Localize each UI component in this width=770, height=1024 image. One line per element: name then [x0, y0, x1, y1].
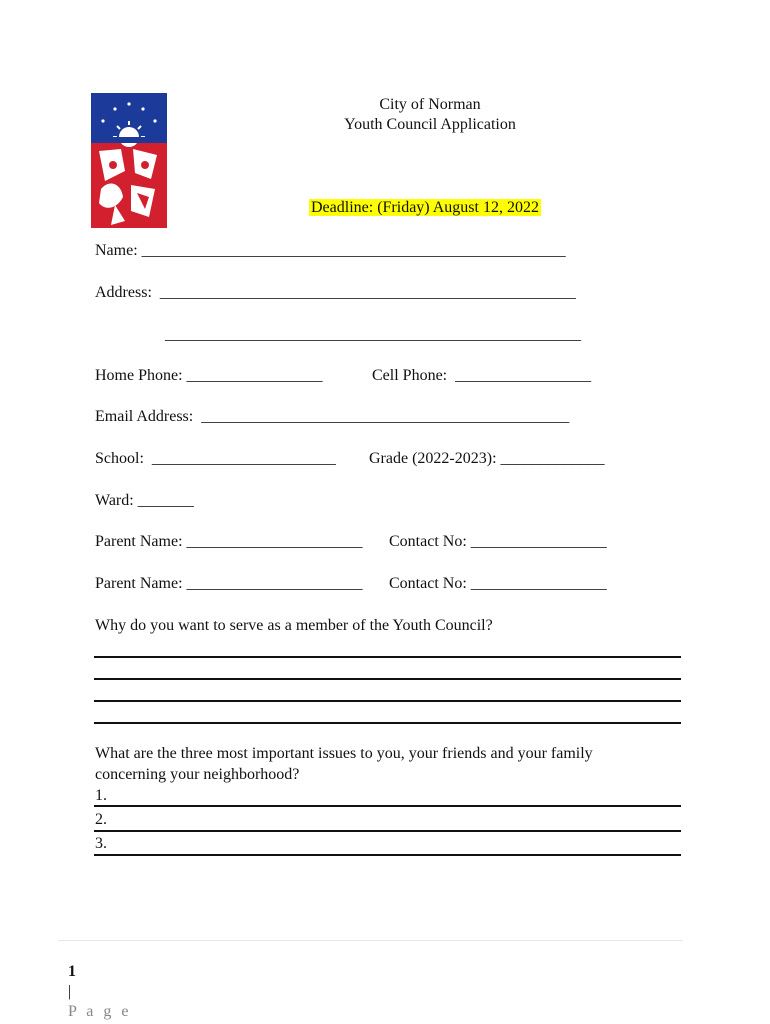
deadline-notice: [301, 178, 541, 218]
contact-no-field-1[interactable]: Contact No: _________________: [389, 533, 607, 550]
answer-line[interactable]: [94, 722, 681, 724]
issues-question-line-1: What are the three most important issues to you, your friends and your family: [95, 745, 593, 762]
cell-phone-field[interactable]: Cell Phone: _________________: [372, 367, 592, 384]
page-number: 1: [68, 963, 76, 980]
parent-name-field-2[interactable]: Parent Name: ______________________: [95, 575, 363, 592]
why-serve-question: Why do you want to serve as a member of the Youth Council?: [95, 617, 493, 634]
issue-item-3-label: 3.: [95, 835, 107, 852]
home-phone-field[interactable]: Home Phone: _________________: [95, 367, 323, 384]
page-footer: [60, 942, 132, 1022]
parent-name-field-1[interactable]: Parent Name: ______________________: [95, 533, 363, 550]
city-seal-logo: [91, 93, 167, 228]
answer-line[interactable]: [94, 656, 681, 658]
ward-field[interactable]: Ward: _______: [95, 492, 194, 509]
address-field-2[interactable]: ____________________________________________________: [165, 326, 581, 343]
issue-item-1-label: 1.: [95, 787, 107, 804]
issue-item-3-line[interactable]: [94, 854, 681, 856]
issue-item-1-line[interactable]: [94, 805, 681, 807]
grade-field[interactable]: Grade (2022-2023): _____________: [369, 450, 605, 467]
answer-line[interactable]: [94, 700, 681, 702]
issue-item-2-line[interactable]: [94, 830, 681, 832]
page-label: P a g e: [68, 1003, 132, 1020]
school-field[interactable]: School: _______________________: [95, 450, 336, 467]
footer-divider: [58, 940, 682, 941]
issues-question-line-2: concerning your neighborhood?: [95, 766, 300, 783]
city-logo-icon: [91, 93, 167, 228]
page-separator: |: [68, 983, 72, 1000]
contact-no-field-2[interactable]: Contact No: _________________: [389, 575, 607, 592]
deadline-highlight: Deadline: (Friday) August 12, 2022: [311, 199, 539, 216]
email-field[interactable]: Email Address: ______________________________________________: [95, 408, 570, 425]
org-name: City of Norman: [379, 96, 481, 113]
name-field[interactable]: Name: _____________________________________________________: [95, 242, 566, 259]
issue-item-2-label: 2.: [95, 811, 107, 828]
answer-line[interactable]: [94, 678, 681, 680]
form-title: Youth Council Application: [344, 116, 516, 133]
address-field-1[interactable]: Address: ____________________________________________________: [95, 284, 576, 301]
